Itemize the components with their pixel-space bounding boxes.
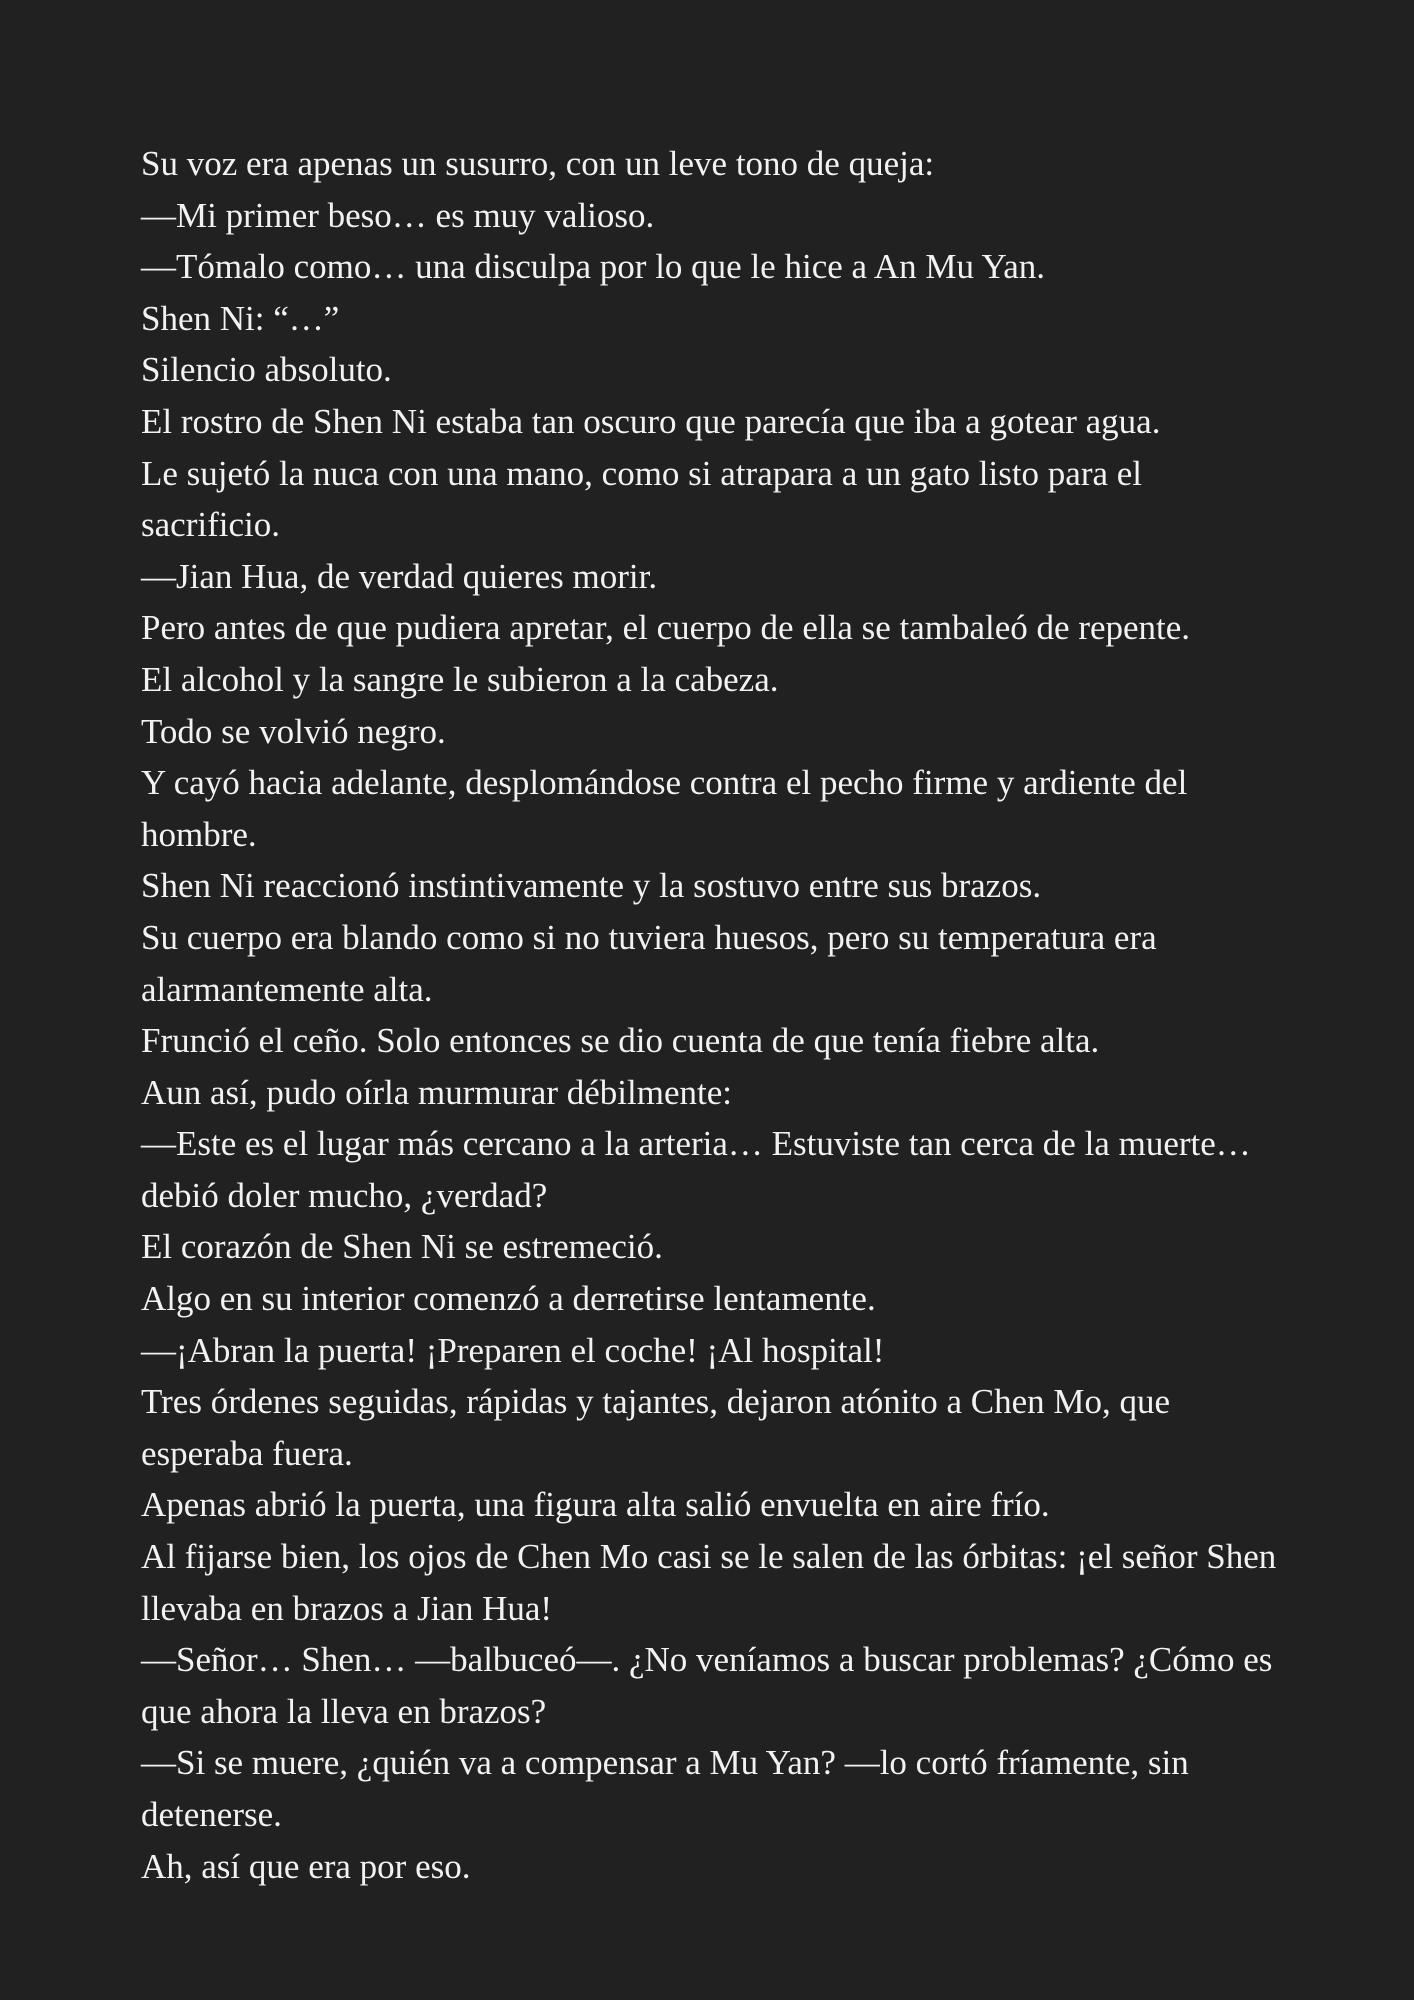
paragraph: Shen Ni reaccionó instintivamente y la sostuvo entre sus brazos. bbox=[141, 866, 1042, 906]
paragraph: —Jian Hua, de verdad quieres morir. bbox=[141, 556, 658, 596]
paragraph: Silencio absoluto. bbox=[141, 350, 392, 390]
paragraph: Pero antes de que pudiera apretar, el cuerpo de ella se tambaleó de repente. bbox=[141, 608, 1191, 648]
paragraph: El rostro de Shen Ni estaba tan oscuro que parecía que iba a gotear agua. bbox=[141, 401, 1161, 441]
paragraph: Su voz era apenas un susurro, con un leve tono de queja: bbox=[141, 144, 935, 183]
paragraph: Y cayó hacia adelante, desplomándose contra el pecho firme y ardiente del hombre. bbox=[141, 763, 1188, 854]
text-column bbox=[141, 138, 1281, 1892]
paragraph: El corazón de Shen Ni se estremeció. bbox=[141, 1227, 663, 1267]
paragraph: El alcohol y la sangre le subieron a la cabeza. bbox=[141, 659, 779, 699]
paragraph: Shen Ni: “…” bbox=[141, 298, 340, 338]
paragraph: Algo en su interior comenzó a derretirse lentamente. bbox=[141, 1279, 876, 1319]
paragraph: —Mi primer beso… es muy valioso. bbox=[141, 195, 655, 235]
paragraph: Su cuerpo era blando como si no tuviera huesos, pero su temperatura era alarmantemente alta. bbox=[141, 917, 1157, 1009]
paragraph: Frunció el ceño. Solo entonces se dio cuenta de que tenía fiebre alta. bbox=[141, 1021, 1100, 1061]
paragraph: Le sujetó la nuca con una mano, como si atrapara a un gato listo para el sacrificio. bbox=[141, 453, 1143, 545]
paragraph: Al fijarse bien, los ojos de Chen Mo casi se le salen de las órbitas: ¡el señor Shen llevaba en brazos a Jian Hua! bbox=[141, 1537, 1277, 1628]
paragraph: —Tómalo como… una disculpa por lo que le hice a An Mu Yan. bbox=[141, 247, 1046, 287]
paragraph: Apenas abrió la puerta, una figura alta salió envuelta en aire frío. bbox=[141, 1485, 1050, 1525]
paragraph: —Si se muere, ¿quién va a compensar a Mu Yan? —lo cortó fríamente, sin detenerse. bbox=[141, 1743, 1189, 1834]
paragraph: Tres órdenes seguidas, rápidas y tajantes, dejaron atónito a Chen Mo, que esperaba fuera. bbox=[141, 1382, 1171, 1473]
paragraph: Todo se volvió negro. bbox=[141, 711, 446, 751]
paragraph: Aun así, pudo oírla murmurar débilmente: bbox=[141, 1072, 732, 1112]
paragraph: —¡Abran la puerta! ¡Preparen el coche! ¡Al hospital! bbox=[141, 1330, 885, 1370]
paragraph: —Este es el lugar más cercano a la arteria… Estuviste tan cerca de la muerte… debió doler mucho, ¿verdad? bbox=[141, 1124, 1251, 1215]
paragraph: Ah, así que era por eso. bbox=[141, 1846, 471, 1886]
paragraph: —Señor… Shen… —balbuceó—. ¿No veníamos a buscar problemas? ¿Cómo es que ahora la lleva en brazos? bbox=[141, 1640, 1273, 1731]
